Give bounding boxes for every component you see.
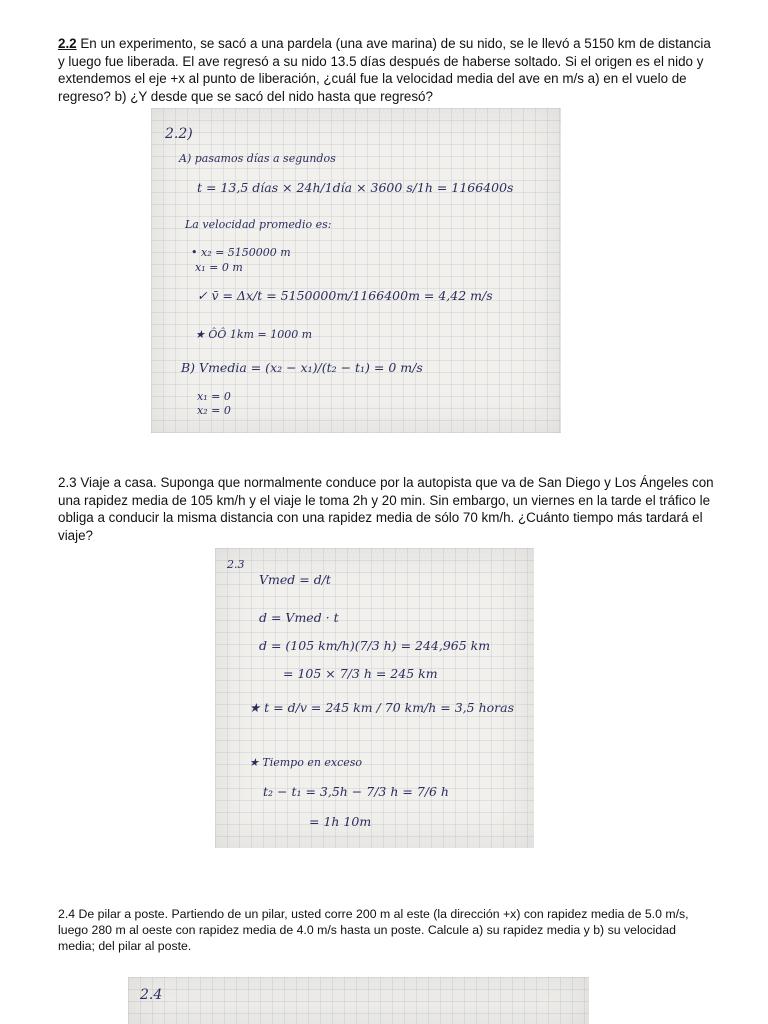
handwritten-solution-2-4-photo — [128, 977, 589, 1024]
problem-2-4-statement — [58, 906, 714, 954]
handwritten-line: d = (105 km/h)(7/3 h) = 244,965 km — [259, 638, 491, 653]
problem-text: 2.3 Viaje a casa. Suponga que normalmente conduce por la autopista que va de San Diego y Los Ángeles con una rapidez media de 105 km/h y el viaje le toma 2h y 20 min. Sin embargo, un viernes en la tarde el tráfico le obliga a conducir la misma distancia con una rapidez media de sólo 70 km/h. ¿Cuánto tiempo más tardará el viaje? — [58, 475, 714, 543]
handwritten-line: Vmed = d/t — [259, 572, 331, 587]
handwritten-line: ★ t = d/v = 245 km / 70 km/h = 3,5 horas — [249, 700, 514, 715]
handwritten-line: ✓ v̄ = Δx/t = 5150000m/1166400m = 4,42 m/s — [197, 288, 493, 303]
problem-text: 2.4 De pilar a poste. Partiendo de un pilar, usted corre 200 m al este (la dirección +x) con rapidez media de 5.0 m/s, luego 280 m al oeste con rapidez media de 4.0 m/s hasta un poste. Calcule a) su rapidez media y b) su velocidad media; del pilar al poste. — [58, 907, 689, 953]
handwritten-line: d = Vmed · t — [259, 610, 339, 625]
handwritten-line: x₁ = 0 m — [195, 261, 243, 274]
handwritten-line: ★ Tiempo en exceso — [249, 756, 363, 769]
handwritten-line: 2.3 — [227, 558, 245, 571]
handwritten-line: B) Vmedia = (x₂ − x₁)/(t₂ − t₁) = 0 m/s — [181, 360, 423, 375]
handwritten-line: t₂ − t₁ = 3,5h − 7/3 h = 7/6 h — [263, 784, 449, 799]
handwritten-line: = 1h 10m — [309, 814, 372, 829]
handwritten-line: 2.2) — [165, 126, 193, 142]
problem-number: 2.2 — [58, 36, 77, 51]
handwritten-line: ★ ÔÔ 1km = 1000 m — [195, 328, 313, 341]
handwritten-solution-2-2-photo — [151, 108, 561, 433]
problem-2-3-statement — [58, 474, 714, 544]
handwritten-line: 2.4 — [140, 987, 163, 1003]
problem-2-2-statement — [58, 35, 714, 105]
handwritten-line: A) pasamos días a segundos — [179, 152, 336, 165]
handwritten-line: t = 13,5 días × 24h/1día × 3600 s/1h = 1166400s — [197, 180, 514, 195]
handwritten-solution-2-3-photo — [215, 548, 534, 848]
handwritten-line: x₁ = 0 — [197, 390, 231, 403]
problem-text: En un experimento, se sacó a una pardela (una ave marina) de su nido, se le llevó a 5150 km de distancia y luego fue liberada. El ave regresó a su nido 13.5 días después de haberse soltado. Si el origen es el nido y extendemos el eje +x al punto de liberación, ¿cuál fue la velocidad media del ave en m/s a) en el vuelo de regreso? b) ¿Y desde que se sacó del nido hasta que regresó? — [58, 36, 711, 104]
handwritten-line: = 105 × 7/3 h = 245 km — [283, 666, 438, 681]
handwritten-line: x₂ = 0 — [197, 404, 231, 417]
handwritten-line: • x₂ = 5150000 m — [191, 246, 291, 259]
handwritten-line: La velocidad promedio es: — [185, 218, 332, 231]
